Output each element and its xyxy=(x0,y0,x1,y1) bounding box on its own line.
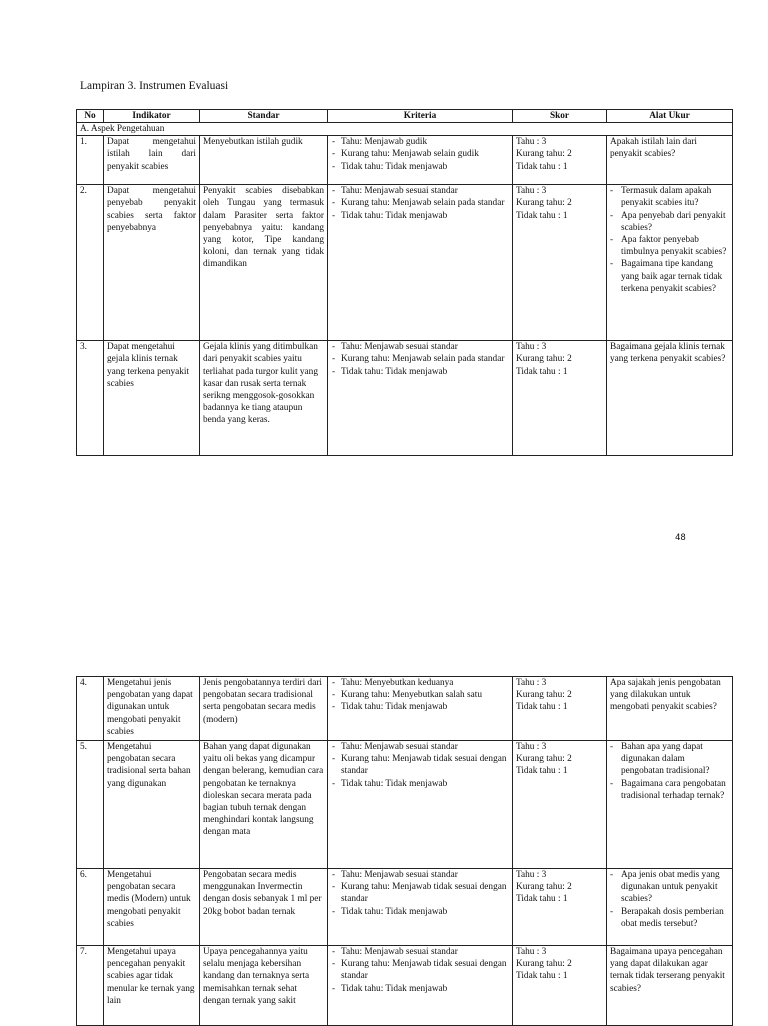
page-number: 48 xyxy=(675,533,686,543)
skor-cell xyxy=(513,136,607,185)
table-row xyxy=(77,869,733,946)
header-skor: Skor xyxy=(513,110,607,123)
indikator-cell: Dapat mengetahui istilah lain dari penyakit scabies xyxy=(104,136,200,185)
skor-item: Kurang tahu: 2 xyxy=(516,690,572,701)
skor-item: Tidak tahu : 1 xyxy=(516,766,568,777)
skor-item: Tahu : 3 xyxy=(516,947,547,957)
header-indikator: Indikator xyxy=(104,110,200,123)
kriteria-list xyxy=(331,677,509,714)
skor-item: Tahu : 3 xyxy=(516,870,547,880)
skor-item: Tahu : 3 xyxy=(516,678,547,688)
skor-item: Tidak tahu : 1 xyxy=(516,210,568,221)
kriteria-item: - Tahu: Menjawab gudik xyxy=(331,136,509,148)
kriteria-item: - Tidak tahu: Tidak menjawab xyxy=(331,161,509,173)
kriteria-cell xyxy=(328,946,513,1026)
skor-item: Tidak tahu : 1 xyxy=(516,971,568,982)
skor-cell xyxy=(513,341,607,456)
kriteria-item: - Tidak tahu: Tidak menjawab xyxy=(331,778,509,790)
skor-cell xyxy=(513,185,607,341)
alat-ukur-cell xyxy=(607,677,733,741)
alat-ukur-item: - Bagaimana tipe kandang yang baik agar ternak tidak terkena penyakit scabies? xyxy=(610,258,729,295)
kriteria-list xyxy=(331,869,509,918)
alat-ukur-item: - Apa penyebab dari penyakit scabies? xyxy=(610,210,729,234)
kriteria-cell xyxy=(328,869,513,946)
kriteria-item: - Kurang tahu: Menjawab selain pada standar xyxy=(331,197,509,209)
skor-item: Tahu : 3 xyxy=(516,342,547,353)
standar-cell: Pengobatan secara medis menggunakan Invermectin dengan dosis sebanyak 1 ml per 20kg bobot badan ternak xyxy=(200,869,328,946)
kriteria-list xyxy=(331,136,509,173)
table-row xyxy=(77,341,733,456)
kriteria-list xyxy=(331,741,509,790)
kriteria-list xyxy=(331,946,509,995)
row-number: 5. xyxy=(77,741,104,869)
kriteria-item: - Kurang tahu: Menjawab tidak sesuai dengan standar xyxy=(331,753,509,777)
alat-ukur-cell xyxy=(607,946,733,1026)
alat-ukur-item: - Apa jenis obat medis yang digunakan untuk penyakit scabies? xyxy=(610,869,729,906)
row-number: 6. xyxy=(77,869,104,946)
kriteria-item: - Tidak tahu: Tidak menjawab xyxy=(331,983,509,995)
page-title: Lampiran 3. Instrumen Evaluasi xyxy=(80,80,229,92)
header-standar: Standar xyxy=(200,110,328,123)
table-row xyxy=(77,946,733,1026)
alat-ukur-cell xyxy=(607,185,733,341)
skor-cell xyxy=(513,741,607,869)
standar-cell: Gejala klinis yang ditimbulkan dari penyakit scabies yaitu terliahat pada turgor kulit yang kasar dan rusak serta ternak serikng menggosok-gosokkan badannya ke tiang ataupun benda yang keras. xyxy=(200,341,328,456)
kriteria-item: - Tahu: Menjawab sesuai standar xyxy=(331,185,509,197)
indikator-cell: Mengetahui upaya pencegahan penyakit scabies agar tidak menular ke ternak yang lain xyxy=(104,946,200,1026)
kriteria-item: - Tidak tahu: Tidak menjawab xyxy=(331,366,509,378)
alat-ukur-item: - Apa faktor penyebab timbulnya penyakit scabies? xyxy=(610,234,729,258)
row-number: 1. xyxy=(77,136,104,185)
table-header-row xyxy=(77,110,733,123)
section-row xyxy=(77,123,733,136)
kriteria-item: - Tahu: Menjawab sesuai standar xyxy=(331,741,509,753)
kriteria-item: - Kurang tahu: Menjawab tidak sesuai dengan standar xyxy=(331,881,509,905)
kriteria-item: - Tidak tahu: Tidak menjawab xyxy=(331,906,509,918)
kriteria-item: - Kurang tahu: Menjawab selain gudik xyxy=(331,148,509,160)
evaluation-table-bottom xyxy=(76,676,733,1026)
kriteria-item: - Tahu: Menjawab sesuai standar xyxy=(331,869,509,881)
alat-ukur-item: - Termasuk dalam apakah penyakit scabies itu? xyxy=(610,185,729,209)
indikator-cell: Dapat mengetahui penyebab penyakit scabies serta faktor penyebabnya xyxy=(104,185,200,341)
alat-ukur-cell xyxy=(607,341,733,456)
skor-cell xyxy=(513,869,607,946)
skor-item: Kurang tahu: 2 xyxy=(516,149,572,160)
alat-ukur-item: - Bagaimana cara pengobatan tradisional terhadap ternak? xyxy=(610,778,729,802)
kriteria-cell xyxy=(328,677,513,741)
kriteria-cell xyxy=(328,185,513,341)
kriteria-item: - Tahu: Menyebutkan keduanya xyxy=(331,677,509,689)
skor-item: Tahu : 3 xyxy=(516,742,547,752)
evaluation-table-top xyxy=(76,109,733,456)
skor-cell xyxy=(513,677,607,741)
alat-ukur-cell xyxy=(607,741,733,869)
alat-ukur-list xyxy=(610,185,729,295)
skor-item: Kurang tahu: 2 xyxy=(516,198,572,209)
table-row xyxy=(77,185,733,341)
skor-cell xyxy=(513,946,607,1026)
kriteria-item: - Tidak tahu: Tidak menjawab xyxy=(331,210,509,222)
skor-item: Kurang tahu: 2 xyxy=(516,882,572,893)
header-kriteria: Kriteria xyxy=(328,110,513,123)
kriteria-cell xyxy=(328,341,513,456)
indikator-cell: Mengetahui pengobatan secara medis (Modern) untuk mengobati penyakit scabies xyxy=(104,869,200,946)
alat-ukur-list xyxy=(610,869,729,930)
alat-ukur-cell xyxy=(607,869,733,946)
alat-ukur-item: Apa sajakah jenis pengobatan yang dilakukan untuk mengobati penyakit scabies? xyxy=(610,678,721,713)
skor-item: Tidak tahu : 1 xyxy=(516,702,568,713)
table-row xyxy=(77,136,733,185)
kriteria-list xyxy=(331,185,509,222)
standar-cell: Penyakit scabies disebabkan oleh Tungau yang termasuk dalam Parasiter serta faktor penyebabnya yaitu: kandang yang kotor, Tipe kandang koloni, dan ternak yang tidak dimandikan xyxy=(200,185,328,341)
section-label: A. Aspek Pengetahuan xyxy=(77,123,733,136)
kriteria-item: - Kurang tahu: Menjawab tidak sesuai dengan standar xyxy=(331,958,509,982)
alat-ukur-item: Apakah istilah lain dari penyakit scabies? xyxy=(610,137,698,160)
skor-item: Kurang tahu: 2 xyxy=(516,354,572,365)
skor-item: Tahu : 3 xyxy=(516,186,547,197)
indikator-cell: Dapat mengetahui gejala klinis ternak yang terkena penyakit scabies xyxy=(104,341,200,456)
row-number: 7. xyxy=(77,946,104,1026)
alat-ukur-item: Bagaimana gejala klinis ternak yang terkena penyakit scabies? xyxy=(610,342,726,365)
row-number: 4. xyxy=(77,677,104,741)
kriteria-cell xyxy=(328,741,513,869)
standar-cell: Jenis pengobatannya terdiri dari pengobatan secara tradisional serta pengobatan secara medis (modern) xyxy=(200,677,328,741)
indikator-cell: Mengetahui pengobatan secara tradisional serta bahan yang digunakan xyxy=(104,741,200,869)
standar-cell: Bahan yang dapat digunakan yaitu oli bekas yang dicampur dengan belerang, kemudian cara pengobatan ke ternaknya dioleskan secara merata pada bagian tubuh ternak dengan menghindari kontak langsung dengan mata xyxy=(200,741,328,869)
skor-item: Tahu : 3 xyxy=(516,137,547,148)
skor-item: Tidak tahu : 1 xyxy=(516,366,568,377)
table-row xyxy=(77,677,733,741)
alat-ukur-list xyxy=(610,741,729,802)
alat-ukur-item: - Bahan apa yang dapat digunakan dalam pengobatan tradisional? xyxy=(610,741,729,778)
table-row xyxy=(77,741,733,869)
row-number: 3. xyxy=(77,341,104,456)
row-number: 2. xyxy=(77,185,104,341)
skor-item: Kurang tahu: 2 xyxy=(516,959,572,970)
kriteria-item: - Kurang tahu: Menyebutkan salah satu xyxy=(331,689,509,701)
header-alat-ukur: Alat Ukur xyxy=(607,110,733,123)
kriteria-list xyxy=(331,341,509,378)
alat-ukur-item: Bagaimana upaya pencegahan yang dapat dilakukan agar ternak tidak terserang penyakit scabies? xyxy=(610,947,725,994)
standar-cell: Menyebutkan istilah gudik xyxy=(200,136,328,185)
kriteria-item: - Tahu: Menjawab sesuai standar xyxy=(331,341,509,353)
skor-item: Kurang tahu: 2 xyxy=(516,754,572,765)
skor-item: Tidak tahu : 1 xyxy=(516,894,568,905)
standar-cell: Upaya pencegahannya yaitu selalu menjaga kebersihan kandang dan ternaknya serta memisahkan ternak sehat dengan ternak yang sakit xyxy=(200,946,328,1026)
indikator-cell: Mengetahui jenis pengobatan yang dapat digunakan untuk mengobati penyakit scabies xyxy=(104,677,200,741)
kriteria-item: - Tidak tahu: Tidak menjawab xyxy=(331,701,509,713)
kriteria-item: - Kurang tahu: Menjawab selain pada standar xyxy=(331,353,509,365)
header-no: No xyxy=(77,110,104,123)
alat-ukur-item: - Berapakah dosis pemberian obat medis tersebut? xyxy=(610,906,729,930)
alat-ukur-cell xyxy=(607,136,733,185)
kriteria-cell xyxy=(328,136,513,185)
kriteria-item: - Tahu: Menjawab sesuai standar xyxy=(331,946,509,958)
skor-item: Tidak tahu : 1 xyxy=(516,161,568,172)
